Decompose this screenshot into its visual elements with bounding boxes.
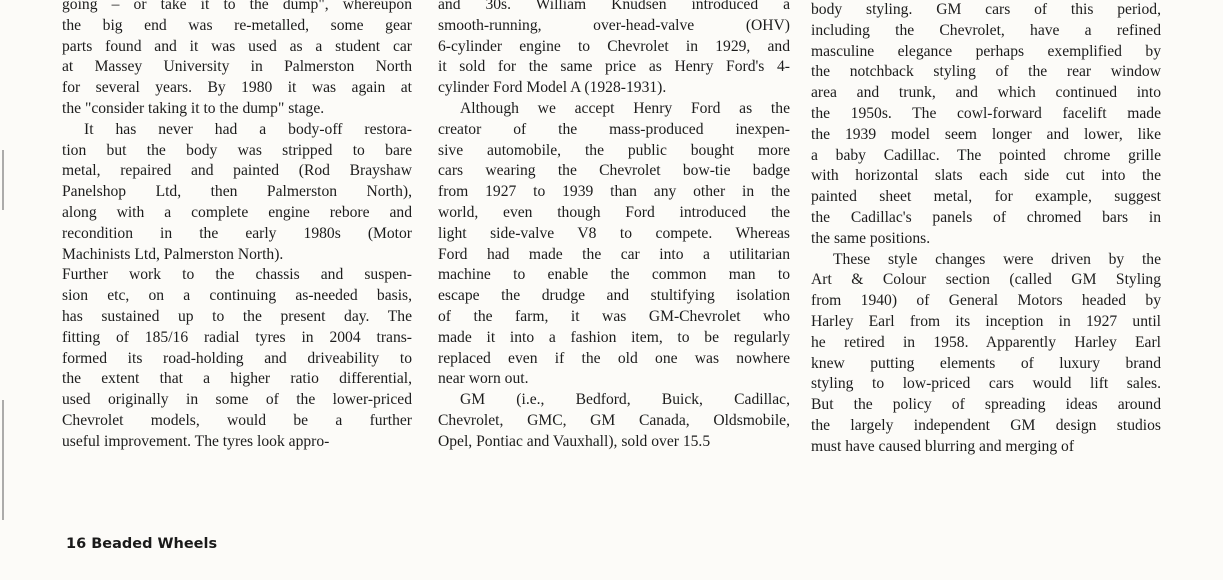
text-line: smooth-running, over-head-valve (OHV) <box>438 16 790 34</box>
text-line: Opel, Pontiac and Vauxhall), sold over 15.5 <box>438 432 711 450</box>
text-line: area and trunk, and which continued into <box>811 84 1161 102</box>
text-line: made it into a fashion item, to be regularly <box>438 328 790 346</box>
text-line: But the policy of spreading ideas around <box>811 396 1161 414</box>
text-line: creator of the mass-produced inexpen- <box>438 120 790 138</box>
text-line: Panelshop Ltd, then Palmerston North), <box>62 183 412 201</box>
text-line: at Massey University in Palmerston North <box>62 58 412 76</box>
text-line: from 1940) of General Motors headed by <box>811 292 1161 310</box>
text-line: a baby Cadillac. The pointed chrome grille <box>811 146 1161 164</box>
text-line: Harley Earl from its inception in 1927 until <box>811 312 1161 330</box>
text-line: Machinists Ltd, Palmerston North). <box>62 245 284 263</box>
text-column-3 <box>811 0 1161 458</box>
magazine-name: Beaded Wheels <box>91 536 218 552</box>
text-line: from 1927 to 1939 than any other in the <box>438 183 790 201</box>
text-line: Art & Colour section (called GM Styling <box>811 271 1161 289</box>
text-column-1 <box>62 0 412 453</box>
text-line: sive automobile, the public bought more <box>438 141 790 159</box>
text-column-2 <box>438 0 790 453</box>
text-line: recondition in the early 1980s (Motor <box>62 224 412 242</box>
text-line: GM (i.e., Bedford, Buick, Cadillac, <box>460 391 790 409</box>
text-line: the notchback styling of the rear window <box>811 63 1161 81</box>
text-line: Chevrolet models, would be a further <box>62 411 412 429</box>
text-line: used originally in some of the lower-priced <box>62 391 412 409</box>
text-line: escape the drudge and stultifying isolation <box>438 287 790 305</box>
text-line: replaced even if the old one was nowhere <box>438 349 790 367</box>
text-line: knew putting elements of luxury brand <box>811 354 1161 372</box>
text-line: masculine elegance perhaps exemplified by <box>811 42 1161 60</box>
text-line: must have caused blurring and merging of <box>811 437 1075 455</box>
page-number: 16 <box>66 536 87 552</box>
scan-edge-mark <box>2 150 4 210</box>
text-line: parts found and it was used as a student car <box>62 37 412 55</box>
text-line: cylinder Ford Model A (1928-1931). <box>438 79 667 97</box>
text-line: 6-cylinder engine to Chevrolet in 1929, and <box>438 37 790 55</box>
text-line: fitting of 185/16 radial tyres in 2004 trans- <box>62 328 412 346</box>
text-line: the same positions. <box>811 229 931 247</box>
text-line: with horizontal slats each side cut into the <box>811 167 1161 185</box>
text-line: the largely independent GM design studios <box>811 416 1161 434</box>
text-line: the Cadillac's panels of chromed bars in <box>811 208 1161 226</box>
text-line: styling to low-priced cars would lift sales. <box>811 375 1161 393</box>
text-line: the extent that a higher ratio differential, <box>62 370 412 388</box>
page-footer <box>66 536 217 552</box>
text-line: of the farm, it was GM-Chevrolet who <box>438 307 790 325</box>
text-line: body styling. GM cars of this period, <box>811 1 1161 18</box>
text-line: formed its road-holding and driveability to <box>62 349 412 367</box>
text-line: the 1939 model seem longer and lower, like <box>811 125 1161 143</box>
text-line: including the Chevrolet, have a refined <box>811 21 1161 39</box>
text-line: the big end was re-metalled, some gear <box>62 16 412 34</box>
text-line: the "consider taking it to the dump" stage. <box>62 99 325 117</box>
text-line: These style changes were driven by the <box>833 250 1161 268</box>
text-line: painted sheet metal, for example, suggest <box>811 188 1161 206</box>
text-line: machine to enable the common man to <box>438 266 790 284</box>
text-line: going – or take it to the dump", whereupon <box>62 0 412 13</box>
text-line: Chevrolet, GMC, GM Canada, Oldsmobile, <box>438 411 790 429</box>
text-line: for several years. By 1980 it was again at <box>62 79 412 97</box>
text-line: Further work to the chassis and suspen- <box>62 266 412 284</box>
text-line: he retired in 1958. Apparently Harley Earl <box>811 333 1161 351</box>
text-line: It has never had a body-off restora- <box>84 120 412 138</box>
text-line: world, even though Ford introduced the <box>438 203 790 221</box>
text-line: Ford had made the car into a utilitarian <box>438 245 790 263</box>
text-line: sion etc, on a continuing as-needed basis, <box>62 287 412 305</box>
text-line: useful improvement. The tyres look appro- <box>62 432 330 450</box>
text-line: Although we accept Henry Ford as the <box>460 99 790 117</box>
text-line: tion but the body was stripped to bare <box>62 141 412 159</box>
text-line: the 1950s. The cowl-forward facelift made <box>811 104 1161 122</box>
text-line: and 30s. William Knudsen introduced a <box>438 0 790 13</box>
text-line: has sustained up to the present day. The <box>62 307 412 325</box>
text-line: cars wearing the Chevrolet bow-tie badge <box>438 162 790 180</box>
text-line: near worn out. <box>438 370 529 388</box>
text-line: along with a complete engine rebore and <box>62 203 412 221</box>
scan-edge-mark <box>2 400 4 520</box>
text-line: light side-valve V8 to compete. Whereas <box>438 224 790 242</box>
text-line: it sold for the same price as Henry Ford's 4- <box>438 58 790 76</box>
text-line: metal, repaired and painted (Rod Brayshaw <box>62 162 412 180</box>
